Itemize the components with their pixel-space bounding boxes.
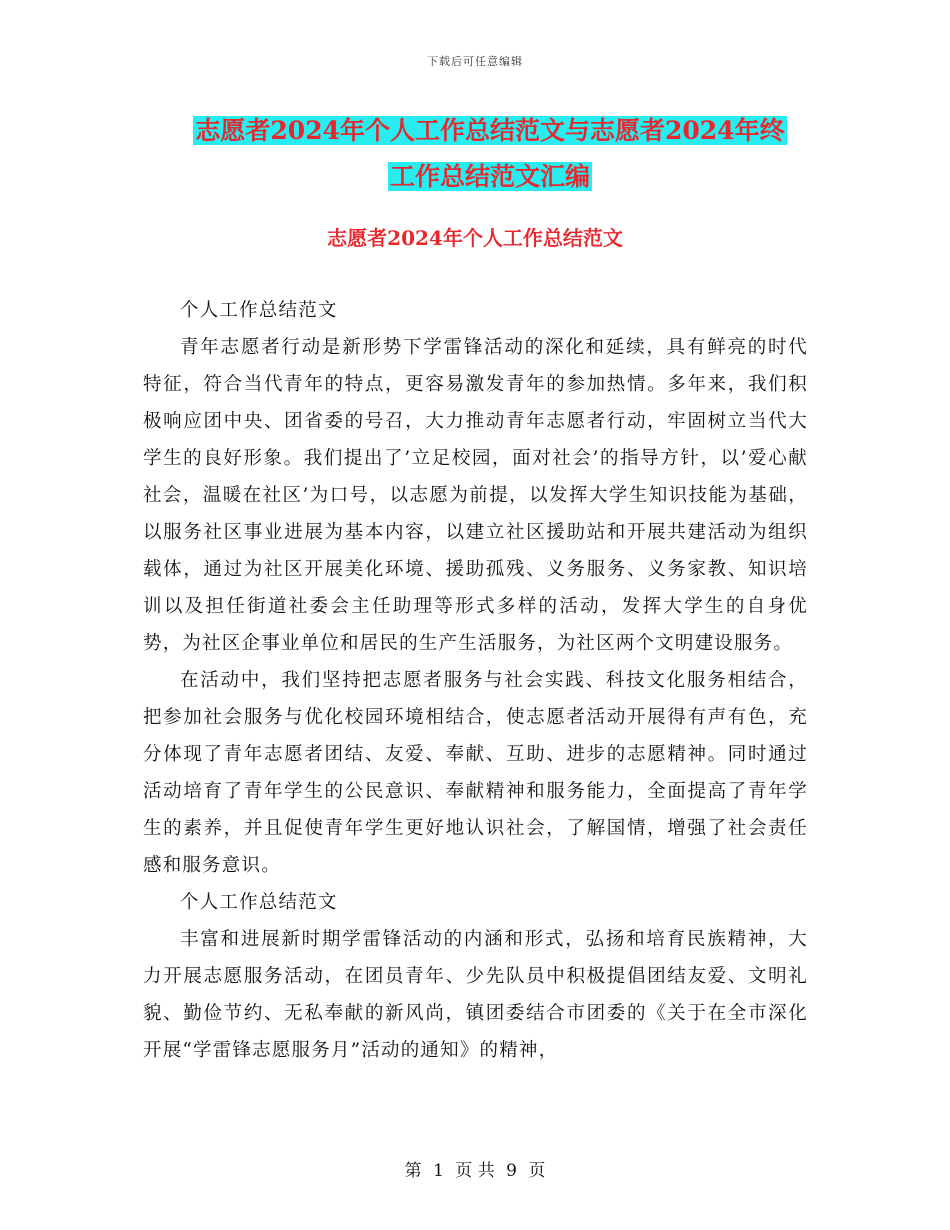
paragraph: 青年志愿者行动是新形势下学雷锋活动的深化和延续，具有鲜亮的时代特征，符合当代青年的特点，更容易激发青年的参加热情。多年来，我们积极响应团中央、团省委的号召，大力推动青年志愿者行动，牢固树立当代大学生的良好形象。我们提出了’立足校园，面对社会’的指导方针，以’爱心献社会，温暖在社区’为口号，以志愿为前提，以发挥大学生知识技能为基础，以服务社区事业进展为基本内容，以建立社区援助站和开展共建活动为组织载体，通过为社区开展美化环境、援助孤残、义务服务、义务家教、知识培训以及担任街道社委会主任助理等形式多样的活动，发挥大学生的自身优势，为社区企事业单位和居民的生产生活服务，为社区两个文明建设服务。	[143, 337, 808, 654]
page-footer	[0, 1156, 950, 1181]
footer-mid: 页 共	[455, 1161, 495, 1181]
footer-prefix: 第	[404, 1161, 422, 1181]
document-title-line2: 工作总结范文汇编	[389, 162, 590, 191]
document-body	[143, 292, 808, 1069]
footer-suffix: 页	[528, 1161, 546, 1181]
paragraph: 丰富和进展新时期学雷锋活动的内涵和形式，弘扬和培育民族精神，大力开展志愿服务活动，在团员青年、少先队员中积极提倡团结友爱、文明礼貌、勤俭节约、无私奉献的新风尚，镇团委结合市团委的《关于在全市深化开展“学雷锋志愿服务月”活动的通知》的精神，	[143, 929, 808, 1061]
paragraph: 个人工作总结范文	[180, 300, 338, 321]
section-title: 志愿者2024年个人工作总结范文	[327, 226, 623, 250]
footer-total-pages: 9	[506, 1161, 517, 1181]
paragraph: 在活动中，我们坚持把志愿者服务与社会实践、科技文化服务相结合，把参加社会服务与优化校园环境相结合，使志愿者活动开展得有声有色，充分体现了青年志愿者团结、友爱、奉献、互助、进步的志愿精神。同时通过活动培育了青年学生的公民意识、奉献精神和服务能力，全面提高了青年学生的素养，并且促使青年学生更好地认识社会，了解国情，增强了社会责任感和服务意识。	[143, 670, 808, 876]
page-header-note: 下载后可任意编辑	[427, 55, 523, 68]
paragraph: 个人工作总结范文	[180, 892, 338, 913]
document-title	[140, 108, 840, 200]
document-title-line1: 志愿者2024年个人工作总结范文与志愿者2024年终	[195, 116, 785, 145]
footer-page-number: 1	[433, 1161, 444, 1181]
